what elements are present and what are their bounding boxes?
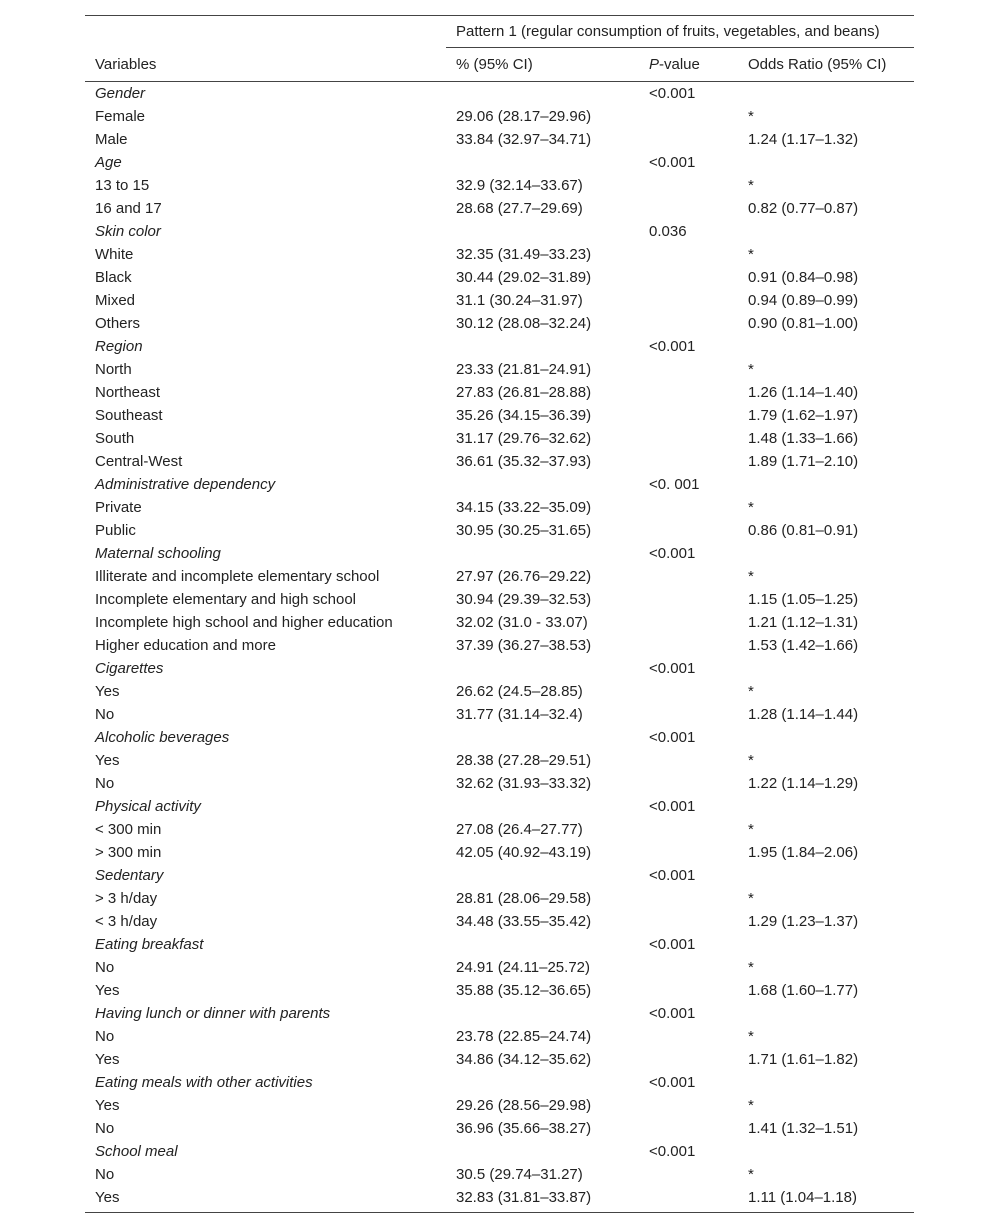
odds-ratio-cell: 1.89 (1.71–2.10) (748, 453, 859, 470)
odds-ratio-cell: * (748, 683, 754, 700)
table-row (85, 634, 914, 657)
table-header (85, 16, 914, 82)
column-header-odds-ratio: Odds Ratio (95% CI) (738, 48, 914, 82)
pvalue-cell (639, 818, 738, 841)
variable-cell: No (95, 1120, 115, 1137)
table-row (85, 1117, 914, 1140)
odds-ratio-cell (738, 726, 914, 749)
pvalue-cell (639, 703, 738, 726)
odds-ratio-cell: 1.28 (1.14–1.44) (748, 706, 859, 723)
odds-ratio-cell: 0.94 (0.89–0.99) (748, 292, 859, 309)
percent-ci-cell: 28.81 (28.06–29.58) (456, 890, 592, 907)
odds-ratio-cell: * (748, 1166, 754, 1183)
category-row (85, 657, 914, 680)
variable-cell: Sedentary (95, 867, 164, 884)
percent-ci-cell: 36.61 (35.32–37.93) (456, 453, 592, 470)
odds-ratio-cell (738, 933, 914, 956)
variable-cell: Higher education and more (95, 637, 276, 654)
odds-ratio-cell: 0.91 (0.84–0.98) (748, 269, 859, 286)
percent-ci-cell: 30.94 (29.39–32.53) (456, 591, 592, 608)
variable-cell: < 300 min (95, 821, 162, 838)
percent-ci-cell (446, 864, 639, 887)
odds-ratio-cell: 0.90 (0.81–1.00) (748, 315, 859, 332)
odds-ratio-cell (738, 1002, 914, 1025)
percent-ci-cell: 32.02 (31.0 - 33.07) (456, 614, 588, 631)
variable-cell: Maternal schooling (95, 545, 221, 562)
variable-cell: Administrative dependency (95, 476, 276, 493)
variable-cell: Yes (95, 982, 120, 999)
header-empty-cell (85, 16, 446, 48)
percent-ci-cell (446, 151, 639, 174)
percent-ci-cell: 34.15 (33.22–35.09) (456, 499, 592, 516)
percent-ci-cell: 42.05 (40.92–43.19) (456, 844, 592, 861)
variable-cell: Southeast (95, 407, 163, 424)
odds-ratio-cell: * (748, 568, 754, 585)
percent-ci-cell (446, 933, 639, 956)
table-row (85, 519, 914, 542)
category-row (85, 335, 914, 358)
percent-ci-cell: 27.97 (26.76–29.22) (456, 568, 592, 585)
pvalue-cell (639, 496, 738, 519)
variable-cell: < 3 h/day (95, 913, 158, 930)
odds-ratio-cell (738, 335, 914, 358)
variable-cell: Yes (85, 1186, 446, 1213)
pvalue-cell (639, 404, 738, 427)
percent-ci-cell (446, 795, 639, 818)
table-row (85, 565, 914, 588)
table-row (85, 887, 914, 910)
variable-cell: > 300 min (95, 844, 162, 861)
percent-ci-cell (446, 657, 639, 680)
odds-ratio-cell: 1.68 (1.60–1.77) (748, 982, 859, 999)
table-row (85, 381, 914, 404)
odds-ratio-cell: * (748, 177, 754, 194)
pvalue-cell (639, 680, 738, 703)
pvalue-cell (639, 266, 738, 289)
odds-ratio-cell: * (748, 752, 754, 769)
category-row (85, 82, 914, 106)
percent-ci-cell (446, 220, 639, 243)
odds-ratio-cell (738, 151, 914, 174)
table-row (85, 772, 914, 795)
pvalue-cell: <0.001 (649, 1143, 696, 1160)
variable-cell: Yes (95, 683, 120, 700)
variable-cell: Female (95, 108, 146, 125)
pvalue-cell (639, 634, 738, 657)
pvalue-cell (639, 519, 738, 542)
pvalue-cell: <0.001 (649, 338, 696, 355)
percent-ci-cell: 34.48 (33.55–35.42) (456, 913, 592, 930)
pvalue-cell (639, 979, 738, 1002)
pattern-group-header: Pattern 1 (regular consumption of fruits, vegetables, and beans) (446, 16, 914, 48)
percent-ci-cell: 28.68 (27.7–29.69) (456, 200, 583, 217)
percent-ci-cell (446, 335, 639, 358)
variable-cell: Private (95, 499, 142, 516)
table-row (85, 450, 914, 473)
odds-ratio-cell: 1.48 (1.33–1.66) (748, 430, 859, 447)
variable-cell: Public (95, 522, 136, 539)
percent-ci-cell (446, 542, 639, 565)
table-row (85, 1094, 914, 1117)
pvalue-cell: <0.001 (649, 545, 696, 562)
table-row (85, 956, 914, 979)
pvalue-cell: <0.001 (649, 1005, 696, 1022)
odds-ratio-cell: * (748, 1097, 754, 1114)
odds-ratio-cell: 1.24 (1.17–1.32) (748, 131, 859, 148)
odds-ratio-cell: 1.95 (1.84–2.06) (748, 844, 859, 861)
table-row (85, 174, 914, 197)
percent-ci-cell (446, 473, 639, 496)
percent-ci-cell: 35.88 (35.12–36.65) (456, 982, 592, 999)
variable-cell: Cigarettes (95, 660, 164, 677)
column-header-percent: % (95% CI) (446, 48, 639, 82)
table-row (85, 818, 914, 841)
pvalue-cell (639, 772, 738, 795)
pvalue-cell: 0.036 (649, 223, 687, 240)
percent-ci-cell: 30.12 (28.08–32.24) (456, 315, 592, 332)
percent-ci-cell: 32.9 (32.14–33.67) (456, 177, 583, 194)
odds-ratio-cell: 1.53 (1.42–1.66) (748, 637, 859, 654)
odds-ratio-cell: 1.71 (1.61–1.82) (748, 1051, 859, 1068)
category-row (85, 473, 914, 496)
odds-ratio-cell (738, 542, 914, 565)
percent-ci-cell: 30.95 (30.25–31.65) (456, 522, 592, 539)
percent-ci-cell: 34.86 (34.12–35.62) (456, 1051, 592, 1068)
variable-cell: Mixed (95, 292, 136, 309)
variable-cell: Having lunch or dinner with parents (95, 1005, 331, 1022)
table-row (85, 979, 914, 1002)
variable-cell: Physical activity (95, 798, 201, 815)
table-row (85, 680, 914, 703)
pvalue-cell (639, 1025, 738, 1048)
odds-ratio-cell (738, 473, 914, 496)
odds-ratio-cell: * (748, 246, 754, 263)
table-row (85, 841, 914, 864)
column-header-variables: Variables (85, 48, 446, 82)
table-row (85, 243, 914, 266)
pvalue-cell: <0.001 (649, 1074, 696, 1091)
pvalue-cell (639, 427, 738, 450)
odds-ratio-cell: 1.79 (1.62–1.97) (748, 407, 859, 424)
variable-cell: No (95, 706, 115, 723)
table-row (85, 588, 914, 611)
table-row (85, 312, 914, 335)
table-body (85, 82, 914, 1213)
percent-ci-cell: 27.08 (26.4–27.77) (456, 821, 583, 838)
variable-cell: Gender (95, 85, 146, 102)
pvalue-cell: <0.001 (649, 660, 696, 677)
table-row (85, 266, 914, 289)
pvalue-cell (639, 289, 738, 312)
variable-cell: Northeast (95, 384, 161, 401)
table-row (85, 358, 914, 381)
percent-ci-cell: 37.39 (36.27–38.53) (456, 637, 592, 654)
table-row (85, 496, 914, 519)
odds-ratio-cell (738, 657, 914, 680)
pvalue-cell (639, 243, 738, 266)
pvalue-cell: <0. 001 (649, 476, 700, 493)
variable-cell: Yes (95, 1051, 120, 1068)
variable-cell: Yes (95, 1097, 120, 1114)
pvalue-cell (639, 841, 738, 864)
pvalue-cell (639, 197, 738, 220)
variable-cell: Male (95, 131, 128, 148)
variable-cell: Alcoholic beverages (95, 729, 230, 746)
variable-cell: Yes (95, 752, 120, 769)
category-row (85, 726, 914, 749)
pvalue-cell (639, 910, 738, 933)
percent-ci-cell (446, 1002, 639, 1025)
pvalue-cell (639, 312, 738, 335)
percent-ci-cell: 31.1 (30.24–31.97) (456, 292, 583, 309)
variable-cell: No (95, 959, 115, 976)
percent-ci-cell: 27.83 (26.81–28.88) (456, 384, 592, 401)
pvalue-cell: <0.001 (649, 85, 696, 102)
table-row (85, 427, 914, 450)
variable-cell: No (95, 1028, 115, 1045)
percent-ci-cell: 24.91 (24.11–25.72) (456, 959, 590, 976)
pvalue-cell: <0.001 (649, 936, 696, 953)
pvalue-cell (639, 1094, 738, 1117)
odds-ratio-cell: 1.29 (1.23–1.37) (748, 913, 859, 930)
percent-ci-cell (446, 726, 639, 749)
percent-ci-cell: 26.62 (24.5–28.85) (456, 683, 583, 700)
category-row (85, 1140, 914, 1163)
odds-ratio-cell: * (748, 821, 754, 838)
table-row (85, 910, 914, 933)
odds-ratio-cell (738, 220, 914, 243)
percent-ci-cell: 36.96 (35.66–38.27) (456, 1120, 592, 1137)
percent-ci-cell: 23.78 (22.85–24.74) (456, 1028, 592, 1045)
pvalue-cell (639, 749, 738, 772)
percent-ci-cell: 32.83 (31.81–33.87) (446, 1186, 639, 1213)
category-row (85, 542, 914, 565)
pvalue-cell (639, 1163, 738, 1186)
percent-ci-cell: 35.26 (34.15–36.39) (456, 407, 592, 424)
table-row (85, 289, 914, 312)
percent-ci-cell: 33.84 (32.97–34.71) (456, 131, 592, 148)
percent-ci-cell: 32.62 (31.93–33.32) (456, 775, 592, 792)
pvalue-cell (639, 174, 738, 197)
odds-ratio-cell (738, 864, 914, 887)
odds-ratio-cell: * (748, 499, 754, 516)
table-row (85, 749, 914, 772)
variable-cell: Central-West (95, 453, 183, 470)
category-row (85, 151, 914, 174)
percent-ci-cell: 30.5 (29.74–31.27) (456, 1166, 583, 1183)
odds-ratio-cell: * (748, 1028, 754, 1045)
percent-ci-cell: 31.17 (29.76–32.62) (456, 430, 592, 447)
pvalue-cell (639, 105, 738, 128)
variable-cell: Age (95, 154, 122, 171)
percent-ci-cell: 28.38 (27.28–29.51) (456, 752, 592, 769)
odds-ratio-cell: 1.21 (1.12–1.31) (748, 614, 859, 631)
pvalue-cell (639, 588, 738, 611)
column-header-pvalue (639, 48, 738, 82)
variable-cell: 16 and 17 (95, 200, 162, 217)
table-row (85, 611, 914, 634)
odds-ratio-cell (738, 1140, 914, 1163)
variable-cell: Incomplete elementary and high school (95, 591, 356, 608)
odds-ratio-cell: * (748, 108, 754, 125)
table-row (85, 1163, 914, 1186)
odds-ratio-cell (738, 1071, 914, 1094)
variable-cell: South (95, 430, 135, 447)
pvalue-cell (639, 956, 738, 979)
variable-cell: Skin color (95, 223, 161, 240)
odds-ratio-cell: 1.22 (1.14–1.29) (748, 775, 859, 792)
odds-ratio-cell: 0.82 (0.77–0.87) (748, 200, 859, 217)
pvalue-italic-p: P (649, 56, 660, 73)
odds-ratio-cell: 1.15 (1.05–1.25) (748, 591, 859, 608)
pvalue-cell (639, 1117, 738, 1140)
variable-cell: Illiterate and incomplete elementary school (95, 568, 380, 585)
variable-cell: Incomplete high school and higher education (95, 614, 393, 631)
odds-ratio-cell: 1.11 (1.04–1.18) (738, 1186, 914, 1213)
odds-ratio-cell: * (748, 361, 754, 378)
category-row (85, 1002, 914, 1025)
pvalue-cell (639, 1186, 738, 1213)
header-row-group (85, 16, 914, 48)
percent-ci-cell: 31.77 (31.14–32.4) (456, 706, 583, 723)
results-table (85, 15, 914, 1213)
pvalue-cell (639, 450, 738, 473)
variable-cell: No (95, 1166, 115, 1183)
results-table-container (85, 15, 914, 1213)
pvalue-cell (639, 565, 738, 588)
variable-cell: Region (95, 338, 143, 355)
category-row (85, 933, 914, 956)
pvalue-cell (639, 128, 738, 151)
odds-ratio-cell (738, 795, 914, 818)
pvalue-cell: <0.001 (649, 154, 696, 171)
pvalue-cell: <0.001 (649, 798, 696, 815)
table-row (85, 1025, 914, 1048)
variable-cell: School meal (95, 1143, 178, 1160)
table-row (85, 404, 914, 427)
table-row (85, 1186, 914, 1213)
variable-cell: Black (95, 269, 132, 286)
variable-cell: Eating breakfast (95, 936, 204, 953)
pvalue-cell (639, 381, 738, 404)
odds-ratio-cell: 1.26 (1.14–1.40) (748, 384, 859, 401)
variable-cell: > 3 h/day (95, 890, 158, 907)
percent-ci-cell: 29.26 (28.56–29.98) (456, 1097, 592, 1114)
percent-ci-cell (446, 1071, 639, 1094)
variable-cell: Eating meals with other activities (95, 1074, 313, 1091)
percent-ci-cell: 32.35 (31.49–33.23) (456, 246, 592, 263)
table-row (85, 197, 914, 220)
table-row (85, 128, 914, 151)
odds-ratio-cell (738, 82, 914, 106)
odds-ratio-cell: * (748, 959, 754, 976)
pvalue-suffix: -value (659, 56, 700, 73)
category-row (85, 795, 914, 818)
percent-ci-cell: 29.06 (28.17–29.96) (456, 108, 592, 125)
pvalue-cell (639, 887, 738, 910)
variable-cell: White (95, 246, 134, 263)
odds-ratio-cell: 0.86 (0.81–0.91) (748, 522, 859, 539)
pvalue-cell: <0.001 (649, 729, 696, 746)
category-row (85, 864, 914, 887)
percent-ci-cell (446, 1140, 639, 1163)
variable-cell: Others (95, 315, 141, 332)
table-row (85, 105, 914, 128)
odds-ratio-cell: 1.41 (1.32–1.51) (748, 1120, 859, 1137)
percent-ci-cell (446, 82, 639, 106)
variable-cell: North (95, 361, 132, 378)
pvalue-cell: <0.001 (649, 867, 696, 884)
variable-cell: No (95, 775, 115, 792)
header-row-columns (85, 48, 914, 82)
variable-cell: 13 to 15 (95, 177, 150, 194)
pvalue-cell (639, 611, 738, 634)
table-row (85, 703, 914, 726)
pvalue-cell (639, 358, 738, 381)
odds-ratio-cell: * (748, 890, 754, 907)
percent-ci-cell: 23.33 (21.81–24.91) (456, 361, 592, 378)
table-row (85, 1048, 914, 1071)
category-row (85, 1071, 914, 1094)
category-row (85, 220, 914, 243)
percent-ci-cell: 30.44 (29.02–31.89) (456, 269, 592, 286)
pvalue-cell (639, 1048, 738, 1071)
